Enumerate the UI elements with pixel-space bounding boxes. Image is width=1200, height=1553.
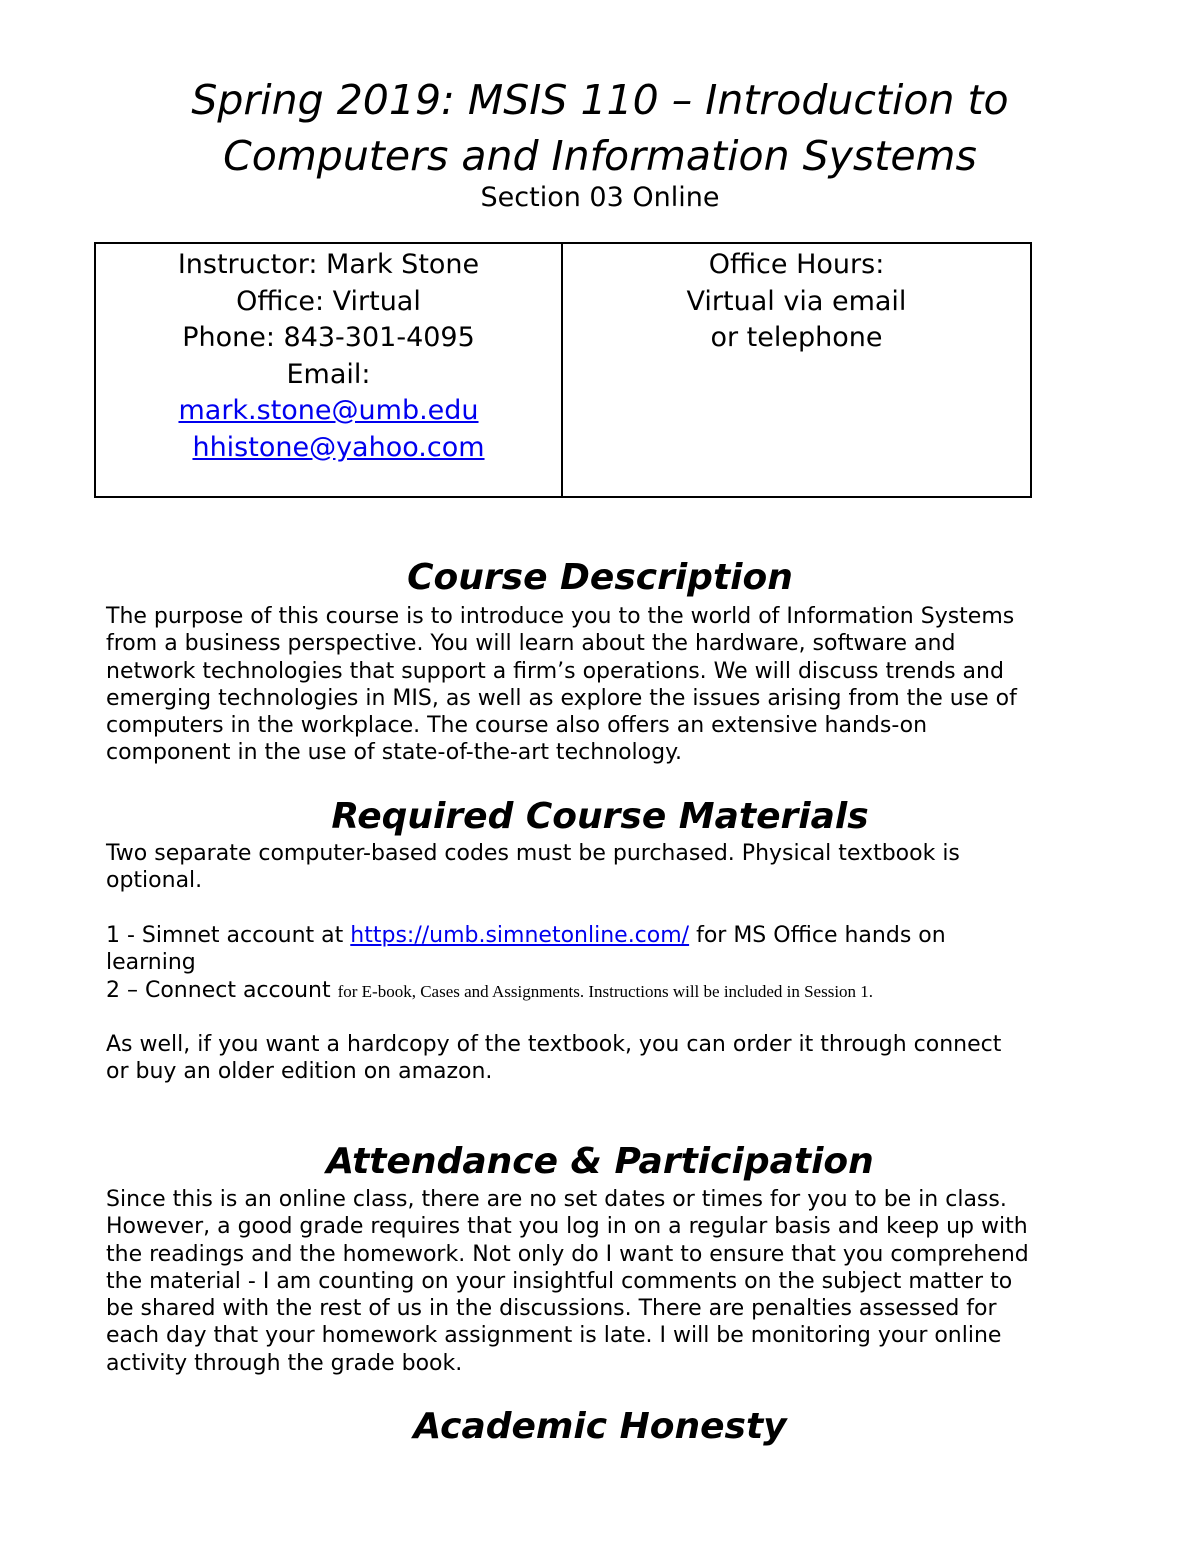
attendance-line: activity through the grade book.: [106, 1350, 463, 1376]
course-description-line: from a business perspective. You will learn about the hardware, software and: [106, 631, 956, 657]
email-link-umb[interactable]: mark.stone@umb.edu: [178, 395, 479, 426]
attendance-text: [106, 1186, 1106, 1377]
office-hours-cell: [563, 244, 1030, 496]
instructor-office: Office: Virtual: [236, 285, 421, 317]
attendance-line: the material - I am counting on your insightful comments on the subject matter to: [106, 1268, 1013, 1294]
course-description-line: emerging technologies in MIS, as well as explore the issues arising from the use of: [106, 685, 1017, 711]
office-hours-label: Office Hours:: [708, 249, 885, 280]
materials-intro-line: optional.: [106, 868, 203, 894]
email-link-yahoo[interactable]: hhistone@yahoo.com: [192, 431, 485, 463]
office-hours-line1: Virtual via email: [686, 285, 907, 317]
academic-honesty-heading: Academic Honesty: [413, 1406, 787, 1447]
course-title-line2: Computers and Information Systems: [223, 132, 977, 180]
materials-list: [106, 922, 1106, 1005]
course-description-text: [106, 603, 1106, 767]
materials-extra: [106, 1031, 1106, 1086]
materials-intro-line: Two separate computer-based codes must be purchased. Physical textbook is: [106, 841, 960, 866]
attendance-line: the readings and the homework. Not only do I want to ensure that you comprehend: [106, 1241, 1029, 1267]
instructor-name: Instructor: Mark Stone: [177, 249, 480, 280]
course-description-heading: Course Description: [407, 557, 793, 598]
instructor-email-label: Email:: [286, 358, 371, 390]
materials-item-1-cont: learning: [106, 950, 196, 976]
materials-extra-line: or buy an older edition on amazon.: [106, 1059, 493, 1085]
attendance-line: Since this is an online class, there are no set dates or times for you to be in class.: [106, 1187, 1007, 1212]
contact-info-table: [94, 242, 1032, 498]
attendance-line: However, a good grade requires that you log in on a regular basis and keep up with: [106, 1214, 1028, 1240]
attendance-line: each day that your homework assignment is late. I will be monitoring your online: [106, 1323, 1002, 1349]
section-subtitle: Section 03 Online: [480, 182, 720, 213]
materials-extra-line: As well, if you want a hardcopy of the textbook, you can order it through connect: [106, 1032, 1002, 1057]
materials-intro: [106, 840, 1106, 895]
simnet-prefix: 1 - Simnet account at: [106, 923, 351, 948]
course-description-line: network technologies that support a firm’s operations. We will discuss trends and: [106, 658, 1004, 684]
materials-item-2: [106, 977, 1106, 1005]
course-description-line: component in the use of state-of-the-art technology.: [106, 740, 682, 766]
materials-heading: Required Course Materials: [331, 796, 869, 837]
instructor-phone: Phone: 843-301-4095: [182, 322, 475, 353]
connect-prefix: 2 – Connect account: [106, 977, 338, 1003]
office-hours-line2: or telephone: [710, 322, 883, 353]
course-description-line: computers in the workplace. The course also offers an extensive hands-on: [106, 713, 928, 739]
course-title-line1: Spring 2019: MSIS 110 – Introduction to: [191, 76, 1009, 124]
materials-item-1: [106, 922, 1106, 949]
connect-note: for E-book, Cases and Assignments. Instructions will be included in Session 1.: [337, 981, 874, 1001]
attendance-line: be shared with the rest of us in the discussions. There are penalties assessed for: [106, 1296, 997, 1322]
course-title: [60, 72, 1140, 184]
instructor-cell: [96, 244, 563, 496]
course-description-line: The purpose of this course is to introduce you to the world of Information Systems: [106, 604, 1015, 629]
attendance-heading: Attendance & Participation: [326, 1141, 874, 1182]
simnet-suffix: for MS Office hands on: [689, 923, 946, 948]
simnet-link[interactable]: https://umb.simnetonline.com/: [350, 923, 690, 948]
